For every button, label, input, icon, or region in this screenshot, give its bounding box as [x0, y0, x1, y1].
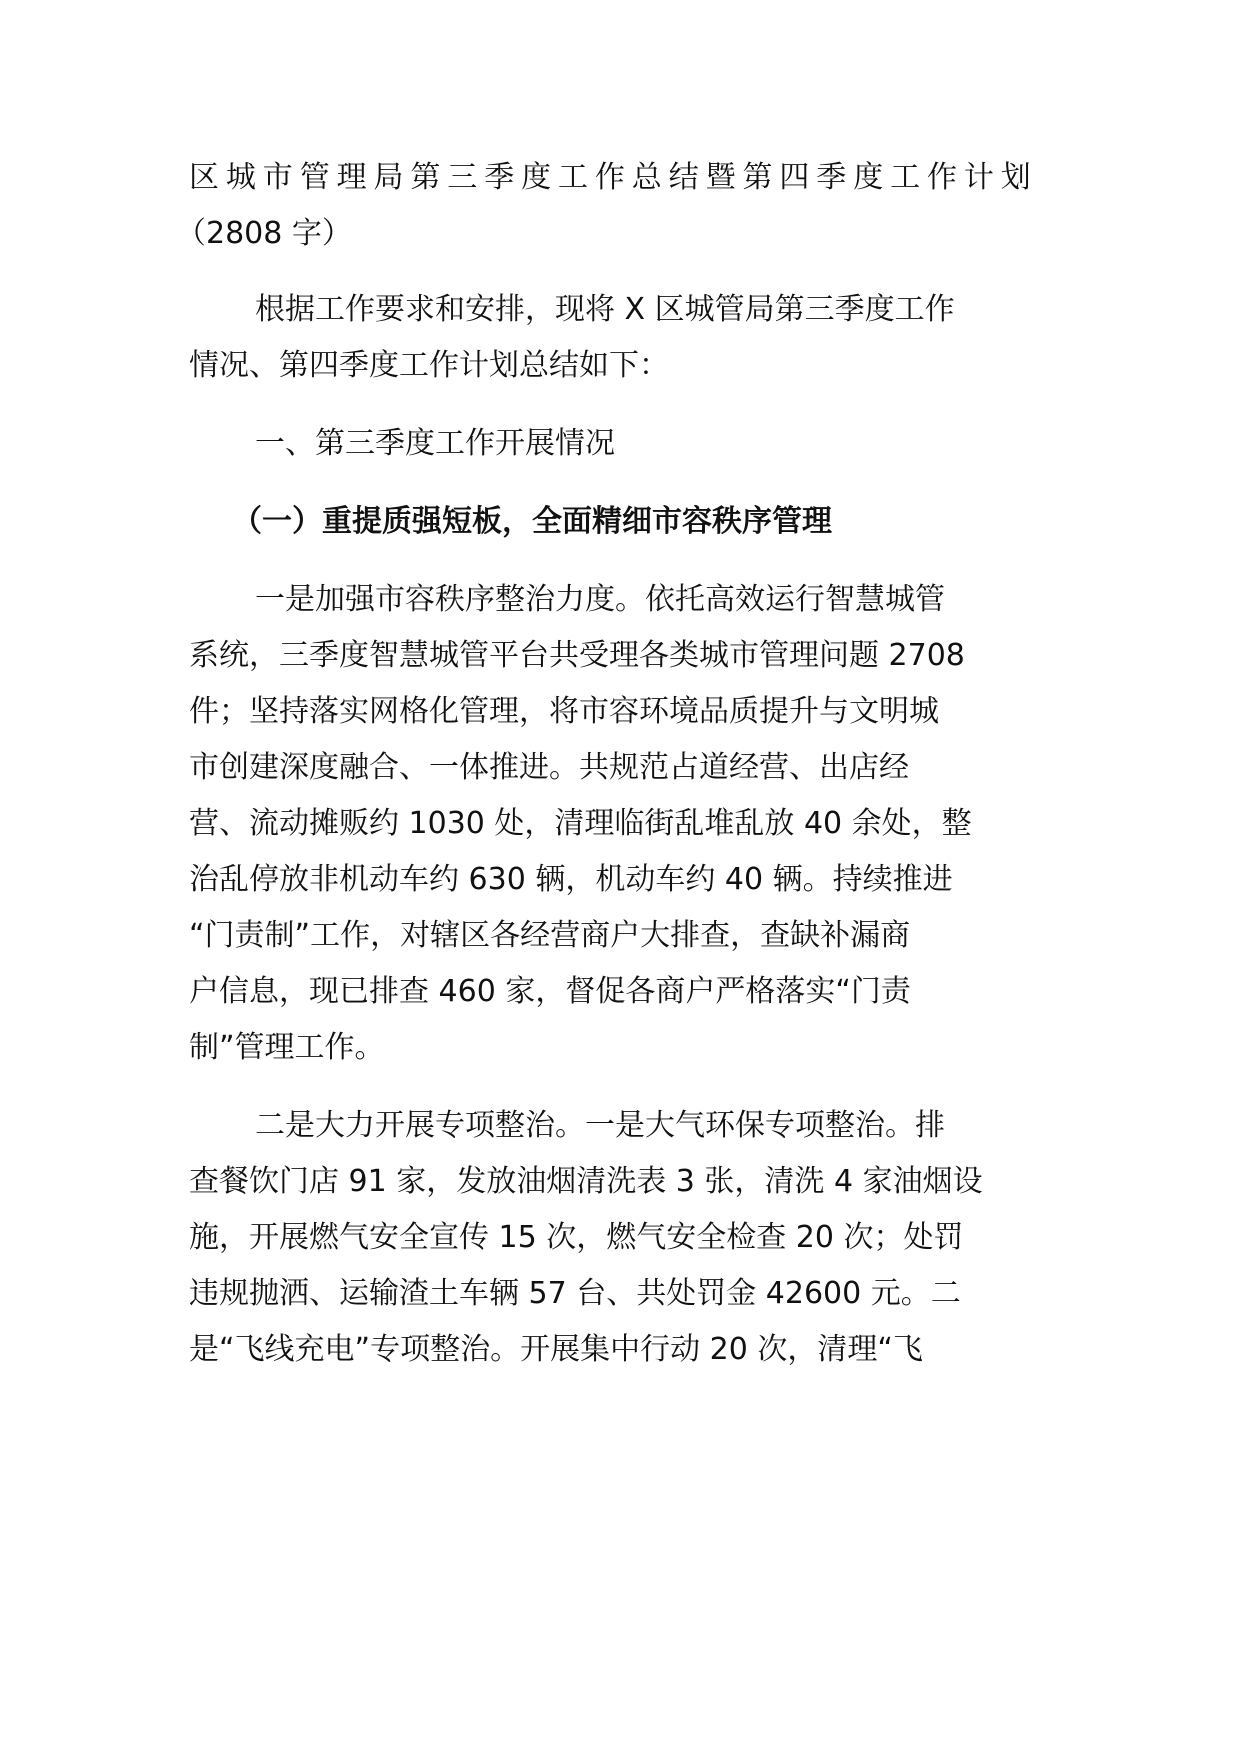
- subsection-heading: （一）重提质强短板，全面精细市容秩序管理: [232, 504, 832, 539]
- paragraph-line: 系统，三季度智慧城管平台共受理各类城市管理问题 2708: [189, 638, 965, 673]
- paragraph-line: 施，开展燃气安全宣传 15 次，燃气安全检查 20 次；处罚: [189, 1220, 964, 1255]
- paragraph-line: 制”管理工作。: [189, 1030, 385, 1065]
- intro-line: 情况、第四季度工作计划总结如下：: [189, 348, 669, 383]
- paragraph-line: “门责制”工作，对辖区各经营商户大排查，查缺补漏商: [189, 918, 911, 953]
- paragraph-line: 营、流动摊贩约 1030 处，清理临街乱堆乱放 40 余处，整: [189, 806, 972, 841]
- document-title: 区城市管理局第三季度工作总结暨第四季度工作计划: [189, 160, 1038, 195]
- paragraph-line: 市创建深度融合、一体推进。共规范占道经营、出店经: [189, 750, 909, 785]
- section-heading: 一、第三季度工作开展情况: [255, 426, 615, 461]
- document-title-wordcount: （2808 字）: [176, 216, 352, 251]
- paragraph-line: 违规抛洒、运输渣土车辆 57 台、共处罚金 42600 元。二: [189, 1276, 961, 1311]
- paragraph-line: 治乱停放非机动车约 630 辆，机动车约 40 辆。持续推进: [189, 862, 953, 897]
- paragraph-line: 是“飞线充电”专项整治。开展集中行动 20 次，清理“飞: [189, 1332, 923, 1367]
- intro-line: 根据工作要求和安排，现将 X 区城管局第三季度工作: [255, 292, 955, 327]
- paragraph-line: 户信息，现已排查 460 家，督促各商户严格落实“门责: [189, 974, 911, 1009]
- paragraph-line: 查餐饮门店 91 家，发放油烟清洗表 3 张，清洗 4 家油烟设: [189, 1164, 983, 1199]
- paragraph-line: 件；坚持落实网格化管理，将市容环境品质提升与文明城: [189, 694, 939, 729]
- paragraph-line: 一是加强市容秩序整治力度。依托高效运行智慧城管: [255, 582, 945, 617]
- paragraph-line: 二是大力开展专项整治。一是大气环保专项整治。排: [255, 1108, 945, 1143]
